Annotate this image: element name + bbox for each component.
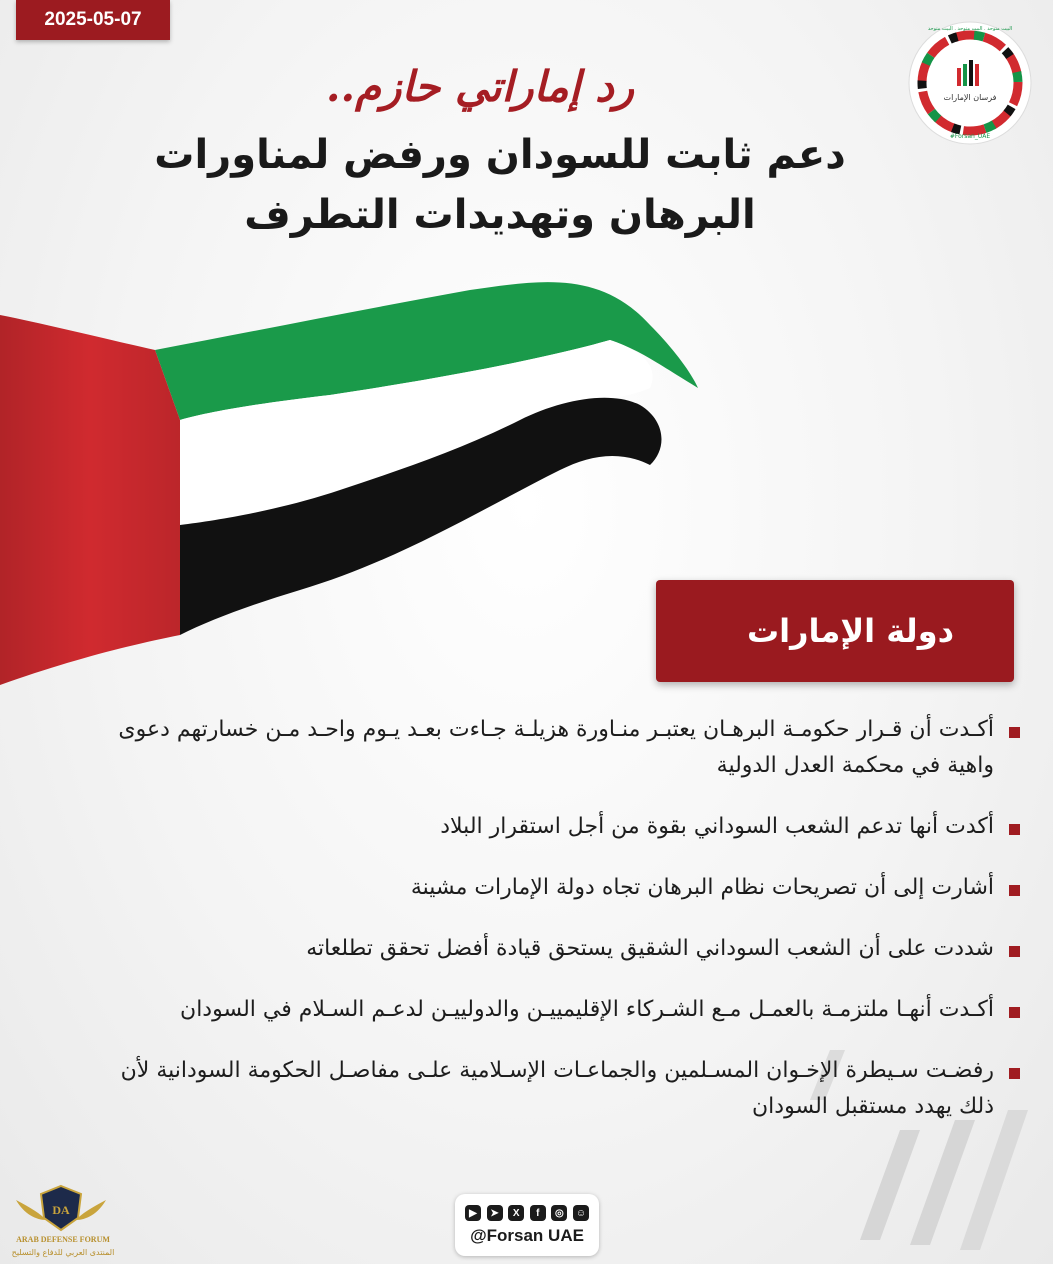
- bullet-text: شددت على أن الشعب السوداني الشقيق يستحق قيادة أفضل تحقق تطلعاته: [306, 936, 994, 961]
- bullet-square-icon: [1009, 727, 1020, 738]
- watermark-title: ARAB DEFENSE FORUM: [16, 1235, 110, 1244]
- bullet-item: [100, 809, 1020, 845]
- headline-line-2: البرهان وتهديدات التطرف: [244, 192, 756, 238]
- social-handle[interactable]: @Forsan UAE: [470, 1226, 584, 1245]
- bullet-square-icon: [1009, 885, 1020, 896]
- bullet-text: رفضـت سـيطرة الإخـوان المسـلمين والجماعـات الإسـلامية علـى مفاصـل الحكومة السودانية لأن ذلك يهدد مستقبل السودان: [120, 1058, 994, 1119]
- headline-line-1: دعم ثابت للسودان ورفض لمناورات: [154, 132, 846, 178]
- headline: [90, 125, 910, 245]
- bullet-text: أشارت إلى أن تصريحات نظام البرهان تجاه دولة الإمارات مشينة: [410, 875, 994, 900]
- bullet-item: [100, 712, 1020, 784]
- social-icons-row: [465, 1204, 589, 1222]
- bullet-item: [100, 992, 1020, 1028]
- headline-red: رد إماراتي حازم..: [325, 62, 635, 111]
- bullet-square-icon: [1009, 824, 1020, 835]
- bullet-item: [100, 931, 1020, 967]
- bullet-square-icon: [1009, 946, 1020, 957]
- bullet-text: أكـدت أنهـا ملتزمـة بالعمـل مـع الشـركاء الإقليمييـن والدولييـن لدعـم السـلام في السودان: [180, 997, 994, 1022]
- telegram-icon[interactable]: ➤: [487, 1205, 503, 1221]
- youtube-icon[interactable]: ▶: [465, 1205, 481, 1221]
- bullet-item: [100, 1053, 1020, 1125]
- bullet-square-icon: [1009, 1007, 1020, 1018]
- logo-name: فرسان الإمارات: [943, 93, 997, 102]
- bullet-text: أكدت أنها تدعم الشعب السوداني بقوة من أجل استقرار البلاد: [440, 814, 994, 839]
- bullet-square-icon: [1009, 1068, 1020, 1079]
- x-icon[interactable]: X: [508, 1205, 524, 1221]
- bullet-list: [100, 712, 1020, 1150]
- facebook-icon[interactable]: f: [530, 1205, 546, 1221]
- date-badge: 2025-05-07: [16, 0, 170, 40]
- section-title-box: [656, 580, 1014, 682]
- bullet-text: أكـدت أن قـرار حكومـة البرهـان يعتبـر منـاورة هزيلـة جـاءت بعـد يـوم واحـد مـن خسارتهم دعوى واهية في محكمة العدل الدولية: [118, 717, 994, 778]
- logo-slogan: #Forsan_UAE: [949, 133, 991, 140]
- social-card: [455, 1194, 599, 1256]
- logo-ring-text: البيت متوحد . البيت متوحد . البيت متوحد: [927, 26, 1013, 32]
- snapchat-icon[interactable]: ☺: [573, 1205, 589, 1221]
- uae-flag-image: [0, 270, 720, 690]
- bullet-item: [100, 870, 1020, 906]
- instagram-icon[interactable]: ◎: [551, 1205, 567, 1221]
- forsan-uae-logo: [907, 20, 1033, 146]
- section-title: دولة الإمارات: [746, 612, 954, 650]
- watermark-subtitle: المنتدى العربي للدفاع والتسليح: [11, 1248, 115, 1257]
- adf-abbr: DA: [52, 1203, 70, 1217]
